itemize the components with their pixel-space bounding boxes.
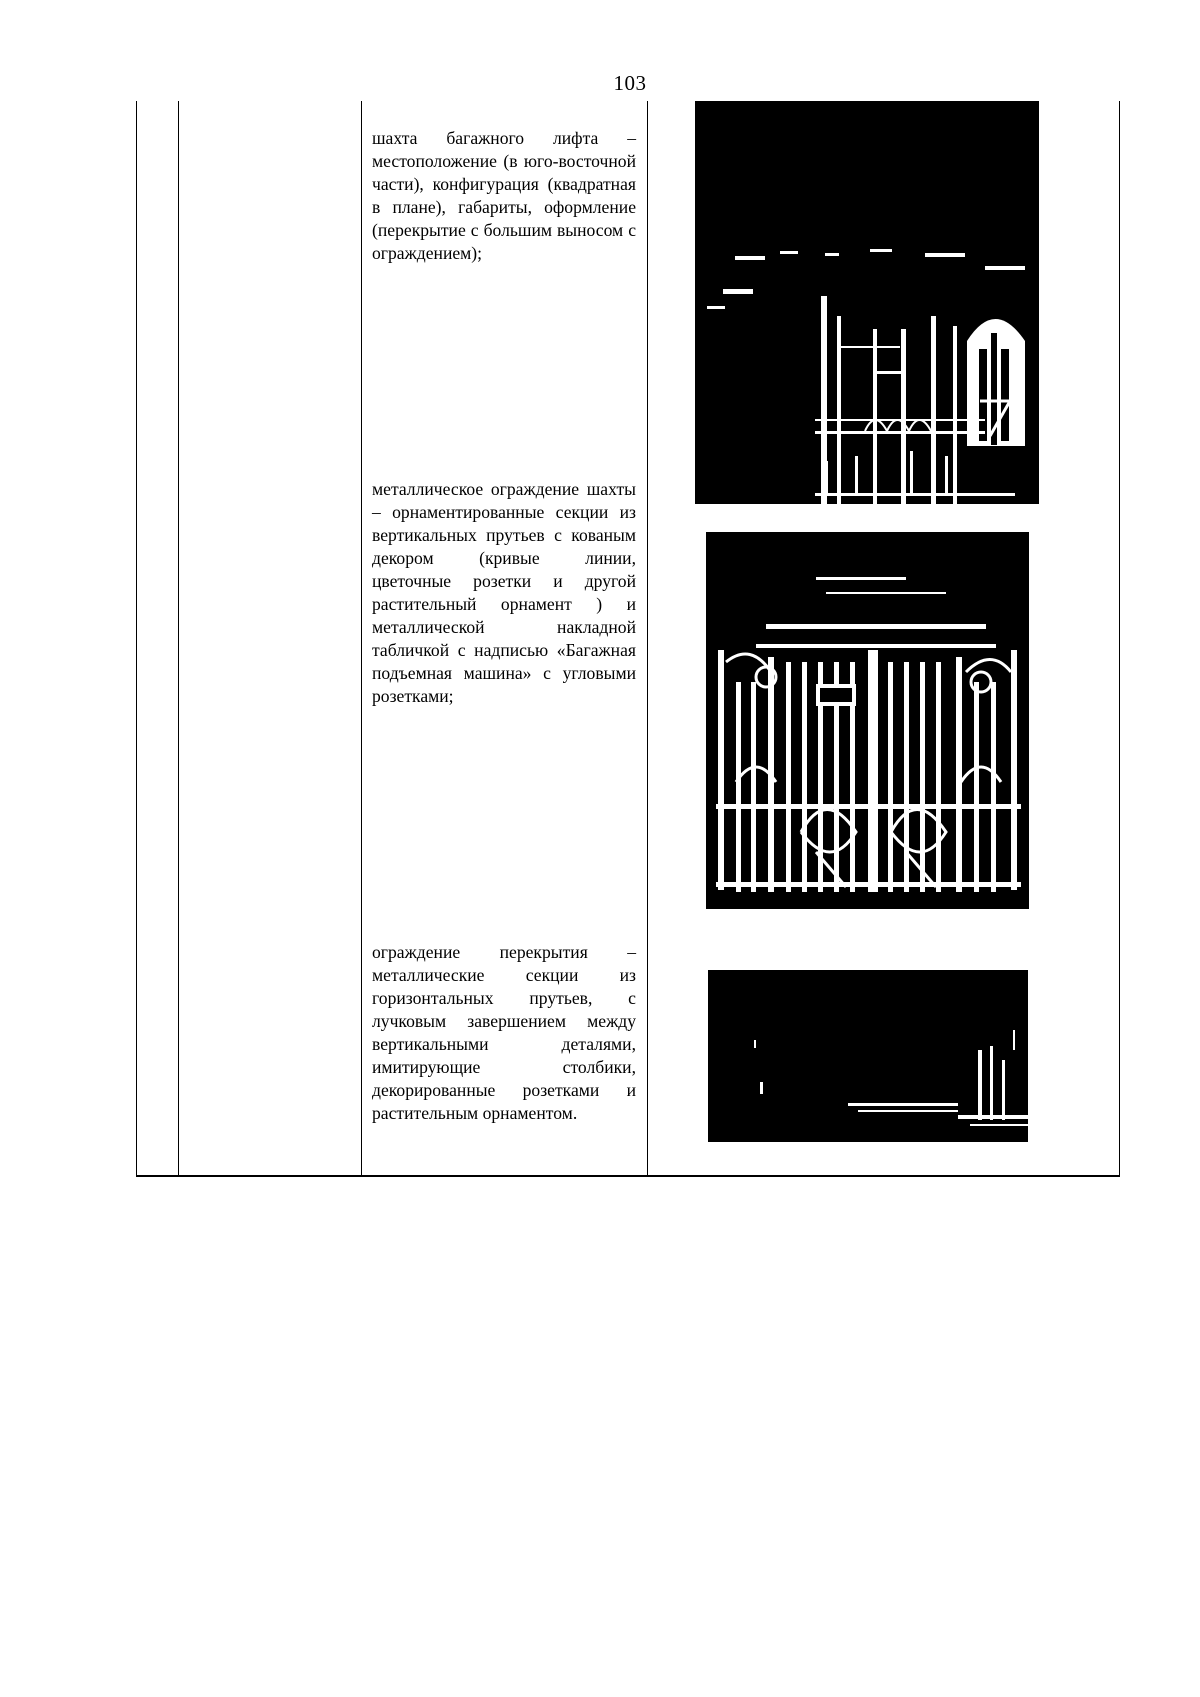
- table-border-right: [1119, 101, 1120, 1175]
- photo-ceiling-railing: [708, 970, 1028, 1142]
- table-border-left: [136, 101, 137, 1175]
- table-column-divider: [361, 101, 362, 1175]
- photo-shaft-fence-image: [706, 532, 1029, 909]
- table-column-divider: [178, 101, 179, 1175]
- row-description: металлическое ограждение шахты – орнаментированные секции из вертикальных прутьев с кованым декором (кривые линии, цветочные розетки и другой растительный орнамент ) и металлической накладной табличкой с надписью «Багажная подъемная машина» с угловыми розетками;: [372, 479, 636, 706]
- photo-ceiling-railing-image: [708, 970, 1028, 1142]
- row-description: шахта багажного лифта – местоположение (в юго-восточной части), конфигурация (квадратная в плане), габариты, оформление (перекрытие с большим выносом с ограждением);: [372, 128, 636, 263]
- table-column-divider: [647, 101, 648, 1175]
- photo-shaft-fence: [706, 532, 1029, 909]
- page-number: 103: [613, 71, 647, 95]
- photo-lift-shaft-image: [695, 101, 1039, 504]
- photo-lift-shaft: [695, 101, 1039, 504]
- row-description: ограждение перекрытия – металлические секции из горизонтальных прутьев, с лучковым завершением между вертикальными деталями, имитирующие столбики, декорированные розетками и растительным орнаментом.: [372, 942, 636, 1123]
- heritage-table: [136, 101, 1120, 1177]
